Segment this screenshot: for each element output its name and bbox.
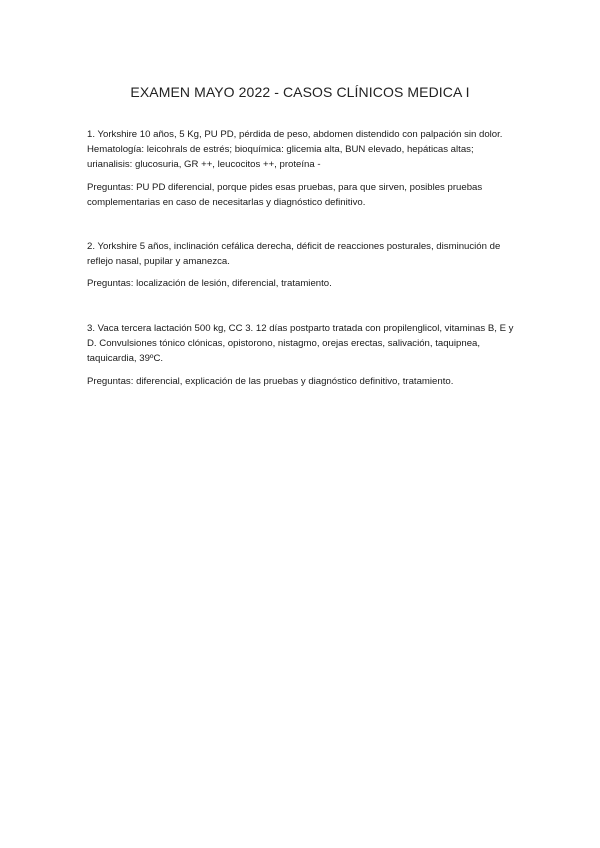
case-questions: Preguntas: diferencial, explicación de las pruebas y diagnóstico definitivo, tratamiento.	[87, 375, 454, 387]
case-description: 2. Yorkshire 5 años, inclinación cefálica derecha, déficit de reacciones posturales, disminución de reflejo nasal, pupilar y amanezca.	[87, 241, 501, 268]
case-description: 1. Yorkshire 10 años, 5 Kg, PU PD, pérdida de peso, abdomen distendido con palpación sin dolor. Hematología: leicohrals de estrés; bioquímica: glicemia alta, BUN elevado, hepáticas altas; urianalisis: glucosuria, GR ++, leucocitos ++, proteína -	[87, 129, 503, 171]
case-questions: Preguntas: localización de lesión, diferencial, tratamiento.	[87, 278, 332, 290]
case-description: 3. Vaca tercera lactación 500 kg, CC 3. 12 días postparto tratada con propilenglicol, vitaminas B, E y D. Convulsiones tónico clónicas, opistorono, nistagmo, orejas erectas, salivación, taquipnea, taquicardia, 39ºC.	[87, 323, 514, 365]
clinical-case-3	[87, 321, 517, 389]
case-questions: Preguntas: PU PD diferencial, porque pides esas pruebas, para que sirven, posibles pruebas complementarias en caso de necesitarlas y diagnóstico definitivo.	[87, 181, 483, 208]
clinical-case-1	[87, 127, 517, 210]
page-title: EXAMEN MAYO 2022 - CASOS CLÍNICOS MEDICA I	[130, 84, 470, 100]
clinical-case-2	[87, 239, 517, 292]
